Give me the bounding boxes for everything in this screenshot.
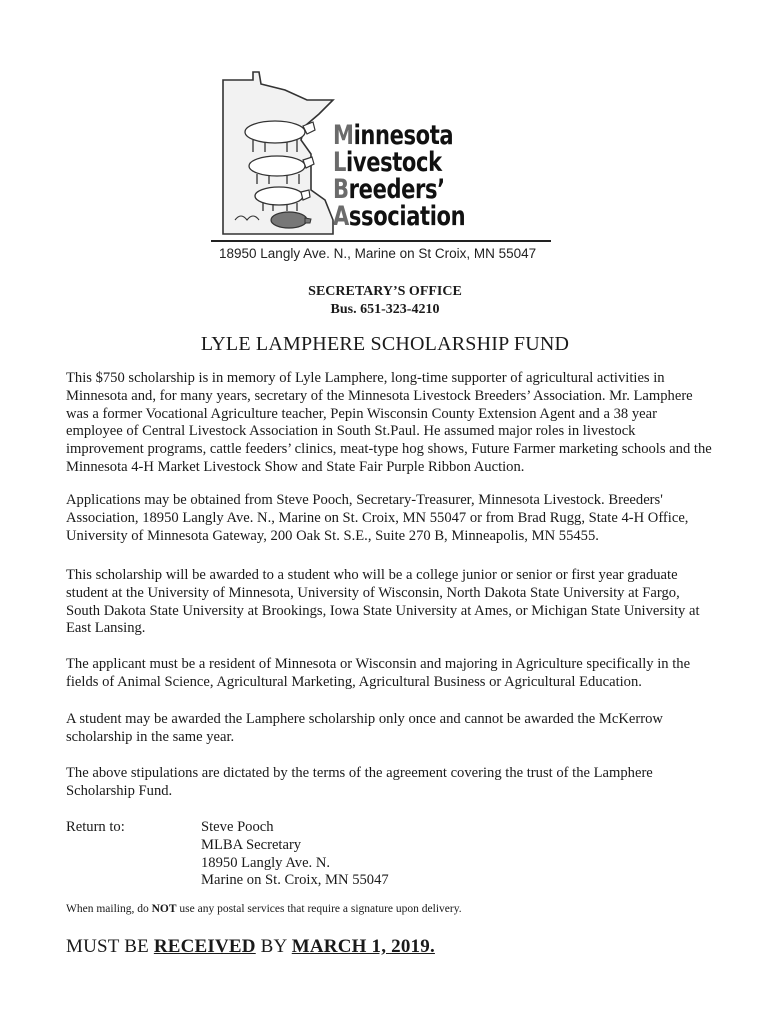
mailing-note <box>66 903 462 915</box>
deadline-date: MARCH 1, 2019. <box>291 936 435 957</box>
minnesota-map-livestock-logo <box>215 70 335 238</box>
return-address <box>201 819 389 890</box>
org-name-line <box>333 149 512 176</box>
org-initial: B <box>333 174 349 205</box>
letterhead-address: 18950 Langly Ave. N., Marine on St Croix, MN 55047 <box>219 246 537 261</box>
paragraph: The above stipulations are dictated by the terms of the agreement covering the trust of the Lamphere Scholarship Fund. <box>66 765 653 799</box>
paragraph: This $750 scholarship is in memory of Lyle Lamphere, long-time supporter of agricultural activities in Minnesota and, for many years, secretary of the Minnesota Livestock Breeders’ Association. Mr. Lamphere was a former Vocational Agriculture teacher, Pepin Wisconsin County Extension Agent and a 38 year employee of Central Livestock Association in South St.Paul. He assumed major roles in livestock improvement programs, cattle feeders’ clinics, meat-type hog shows, Future Farmer marketing schools and the Minnesota 4-H Market Livestock Show and State Fair Purple Ribbon Auction. <box>66 370 712 475</box>
mailing-note-text: use any postal services that require a signature upon delivery. <box>176 903 462 915</box>
paragraph: Applications may be obtained from Steve Pooch, Secretary-Treasurer, Minnesota Livestock. Breeders' Association, 18950 Langly Ave. N., Marine on St. Croix, MN 55047 or from Brad Rugg, State 4-H Office, University of Minnesota Gateway, 200 Oak St. S.E., Suite 270 B, Minneapolis, MN 55455. <box>66 492 689 544</box>
deadline-emphasis: RECEIVED <box>153 936 256 957</box>
mailing-note-emphasis: NOT <box>151 903 177 915</box>
return-address-line: MLBA Secretary <box>201 836 302 853</box>
office-title: SECRETARY’S OFFICE <box>308 284 462 299</box>
org-word-rest: reeders’ <box>348 174 445 205</box>
return-address-line: Steve Pooch <box>201 819 274 835</box>
org-word-rest: ivestock <box>346 147 442 178</box>
return-address-line: Marine on St. Croix, MN 55047 <box>201 872 389 889</box>
mailing-note-text: When mailing, do <box>66 903 152 915</box>
return-address-line: 18950 Langly Ave. N. <box>201 854 331 871</box>
office-phone: Bus. 651-323-4210 <box>330 302 440 317</box>
page-title: LYLE LAMPHERE SCHOLARSHIP FUND <box>200 333 570 355</box>
org-word-rest: innesota <box>353 120 454 151</box>
org-initial: L <box>333 147 347 178</box>
return-to-label: Return to: <box>66 819 125 835</box>
letterhead-divider <box>211 240 551 242</box>
org-name-line <box>333 122 512 149</box>
org-name-line <box>333 203 512 230</box>
org-initial: M <box>333 120 354 151</box>
deadline-text: BY <box>255 936 292 957</box>
paragraph: This scholarship will be awarded to a student who will be a college junior or senior or first year graduate student at the University of Minnesota, University of Wisconsin, North Dakota State University at Fargo, South Dakota State University at Brookings, Iowa State University at Ames, or Michigan State University at East Lansing. <box>66 567 700 637</box>
paragraph: The applicant must be a resident of Minnesota or Wisconsin and majoring in Agriculture specifically in the fields of Animal Science, Agricultural Marketing, Agricultural Business or Agricultural Education. <box>66 656 691 690</box>
org-name-line <box>333 176 512 203</box>
letterhead <box>205 66 565 262</box>
org-word-rest: ssociation <box>348 201 466 232</box>
deadline-notice <box>66 936 435 958</box>
deadline-text: MUST BE <box>66 936 154 957</box>
paragraph: A student may be awarded the Lamphere scholarship only once and cannot be awarded the McKerrow scholarship in the same year. <box>66 711 663 745</box>
org-initial: A <box>333 201 349 232</box>
organization-name <box>333 122 512 230</box>
